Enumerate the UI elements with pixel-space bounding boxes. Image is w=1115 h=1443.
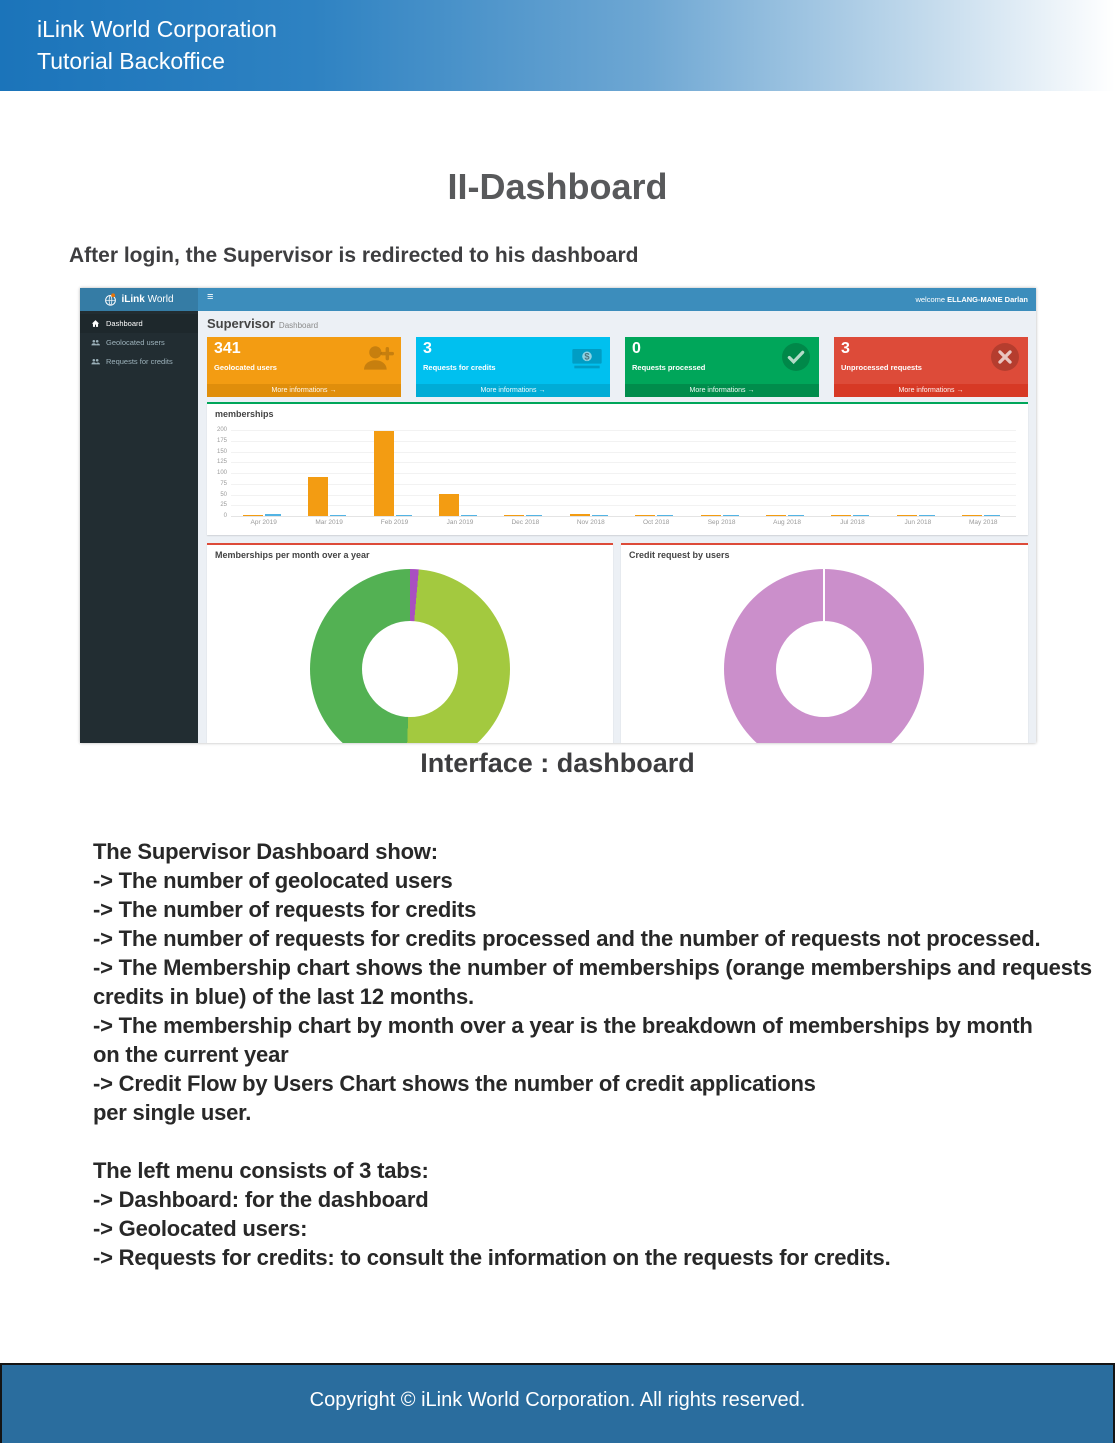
x-axis-label: Jun 2018: [904, 519, 932, 526]
more-informations-link[interactable]: More informations →: [416, 384, 610, 397]
stat-card-label: Requests processed: [632, 363, 706, 372]
brand-logo[interactable]: [80, 288, 198, 311]
x-axis-label: Dec 2018: [511, 519, 540, 526]
y-axis-tick: 125: [216, 459, 227, 466]
sidebar-item-geolocated-users[interactable]: [80, 333, 198, 352]
bar-memberships: [766, 515, 786, 517]
x-axis-label: Oct 2018: [643, 519, 670, 526]
stat-card-requests-processed[interactable]: [625, 337, 819, 397]
body-text-line: -> The Membership chart shows the number of memberships (orange memberships and requests: [93, 955, 1092, 980]
gridline: [231, 473, 1016, 474]
memberships-pie-title: Memberships per month over a year: [215, 550, 370, 560]
gridline: [231, 505, 1016, 506]
more-informations-link[interactable]: More informations →: [834, 384, 1028, 397]
x-axis-label: Jul 2018: [840, 519, 865, 526]
x-axis-label: May 2018: [969, 519, 998, 526]
bar-requests-credits: [396, 515, 412, 517]
users-icon: [91, 357, 100, 366]
document-subtitle: Tutorial Backoffice: [37, 48, 225, 74]
dashboard-content: [198, 311, 1036, 743]
credit-pie-title: Credit request by users: [629, 550, 730, 560]
intro-text: After login, the Supervisor is redirected to his dashboard: [69, 244, 639, 267]
x-axis-label: Mar 2019: [315, 519, 343, 526]
y-axis-tick: 100: [216, 470, 227, 476]
stat-card-requests-for-credits[interactable]: [416, 337, 610, 397]
stat-card-label: Unprocessed requests: [841, 363, 922, 372]
donut-divider: [823, 569, 825, 622]
stat-card-geolocated-users[interactable]: [207, 337, 401, 397]
bar-requests-credits: [723, 515, 739, 517]
x-axis-label: Nov 2018: [576, 519, 605, 526]
brand-text: iLink World: [121, 294, 174, 305]
bar-requests-credits: [853, 515, 869, 517]
body-text-line: -> The number of geolocated users: [93, 868, 453, 893]
x-axis-label: Feb 2019: [380, 519, 409, 526]
sidebar-item-dashboard[interactable]: [80, 314, 198, 333]
content-heading-sub: Dashboard: [278, 321, 319, 330]
user-plus-icon: [362, 341, 394, 373]
donut-hole: [776, 621, 872, 717]
body-text-line: -> The membership chart by month over a year is the breakdown of memberships by month: [93, 1013, 1033, 1038]
stat-card-value: 3: [841, 340, 850, 357]
memberships-chart-title: memberships: [215, 409, 274, 419]
y-axis-tick: 150: [216, 448, 227, 455]
bar-requests-credits: [919, 515, 935, 517]
bar-memberships: [243, 515, 263, 517]
bar-memberships: [570, 514, 590, 516]
y-axis-tick: 75: [220, 480, 227, 487]
body-text-line: The Supervisor Dashboard show:: [93, 839, 438, 864]
stat-card-unprocessed-requests[interactable]: [834, 337, 1028, 397]
gridline: [231, 495, 1016, 496]
x-axis-label: Jan 2019: [446, 519, 474, 526]
body-text-line: -> Requests for credits: to consult the information on the requests for credits.: [93, 1245, 891, 1270]
memberships-donut-chart: [310, 569, 510, 743]
bar-memberships: [374, 431, 394, 516]
bar-requests-credits: [592, 515, 608, 517]
home-icon: [91, 319, 100, 328]
y-axis-tick: 25: [220, 502, 227, 509]
bar-requests-credits: [265, 514, 281, 516]
credit-donut-chart: [724, 569, 924, 743]
sidebar-item-label: Requests for credits: [106, 357, 173, 366]
page-header-band: [0, 0, 1115, 91]
bar-memberships: [701, 515, 721, 517]
menu-toggle-icon[interactable]: ≡: [207, 291, 214, 303]
company-name: iLink World Corporation: [37, 16, 277, 42]
page-title: II-Dashboard: [447, 166, 668, 207]
gridline: [231, 430, 1016, 431]
memberships-chart-panel: [207, 402, 1028, 535]
memberships-pie-panel: [207, 543, 613, 743]
dashboard-screenshot: [80, 288, 1036, 743]
screenshot-caption: Interface : dashboard: [420, 748, 695, 778]
body-text-line: -> The number of requests for credits: [93, 897, 477, 922]
y-axis-tick: 175: [216, 437, 227, 444]
bar-memberships: [962, 515, 982, 517]
bar-requests-credits: [788, 515, 804, 517]
bar-chart-plot: [231, 430, 1016, 517]
sidebar-item-label: Geolocated users: [106, 338, 165, 347]
dashboard-topbar: [80, 288, 1036, 311]
sidebar-item-label: Dashboard: [106, 319, 143, 328]
gridline: [231, 452, 1016, 453]
gridline: [231, 484, 1016, 485]
stat-card-value: 341: [214, 340, 241, 357]
stat-card-label: Geolocated users: [214, 363, 277, 372]
body-text-spacer: [93, 1127, 1073, 1156]
y-axis-tick: 200: [216, 427, 227, 433]
page-footer-band: [0, 1363, 1115, 1443]
body-text-line: The left menu consists of 3 tabs:: [93, 1158, 429, 1183]
body-text-line: credits in blue) of the last 12 months.: [93, 984, 474, 1009]
svg-text:$: $: [584, 351, 590, 362]
gridline: [231, 462, 1016, 463]
y-axis-tick: 50: [220, 491, 227, 498]
welcome-user[interactable]: welcome ELLANG-MANE Darlan: [915, 295, 1028, 304]
bar-requests-credits: [657, 515, 673, 517]
credit-pie-panel: [621, 543, 1028, 743]
bar-memberships: [635, 515, 655, 517]
content-heading: Supervisor Dashboard: [207, 316, 319, 331]
body-text-line: -> Geolocated users:: [93, 1216, 308, 1241]
donut-hole: [362, 621, 458, 717]
body-text-line: -> The number of requests for credits processed and the number of requests not processed.: [93, 926, 1041, 951]
bar-requests-credits: [461, 515, 477, 517]
stat-card-value: 0: [632, 340, 641, 357]
globe-logo-icon: [104, 293, 117, 306]
bar-memberships: [831, 515, 851, 517]
body-text-line: -> Credit Flow by Users Chart shows the number of credit applications: [93, 1071, 816, 1096]
y-axis-tick: 0: [223, 513, 227, 519]
body-text-line: on the current year: [93, 1042, 289, 1067]
more-informations-link[interactable]: More informations →: [625, 384, 819, 397]
stat-card-label: Requests for credits: [423, 363, 496, 372]
stat-cards-row: [207, 337, 1028, 397]
body-text-line: per single user.: [93, 1100, 252, 1125]
check-circle-icon: [780, 341, 812, 373]
body-text-line: -> Dashboard: for the dashboard: [93, 1187, 429, 1212]
bar-memberships: [308, 477, 328, 516]
x-axis-label: Aug 2018: [773, 519, 801, 526]
bar-memberships: [504, 515, 524, 517]
x-axis-label: Sep 2018: [707, 519, 736, 526]
users-icon: [91, 338, 100, 347]
bar-memberships: [897, 515, 917, 517]
more-informations-link[interactable]: More informations →: [207, 384, 401, 397]
x-axis-label: Apr 2019: [250, 519, 277, 526]
bar-requests-credits: [984, 515, 1000, 517]
gridline: [231, 441, 1016, 442]
sidebar-item-requests-for-credits[interactable]: [80, 352, 198, 371]
stat-card-value: 3: [423, 340, 432, 357]
copyright-text: Copyright © iLink World Corporation. All rights reserved.: [309, 1389, 806, 1411]
bar-requests-credits: [526, 515, 542, 517]
x-circle-icon: [989, 341, 1021, 373]
bar-requests-credits: [330, 515, 346, 517]
money-icon: [571, 341, 603, 373]
sidebar: [80, 311, 198, 743]
bar-memberships: [439, 494, 459, 516]
body-text-block: [93, 837, 1092, 1272]
